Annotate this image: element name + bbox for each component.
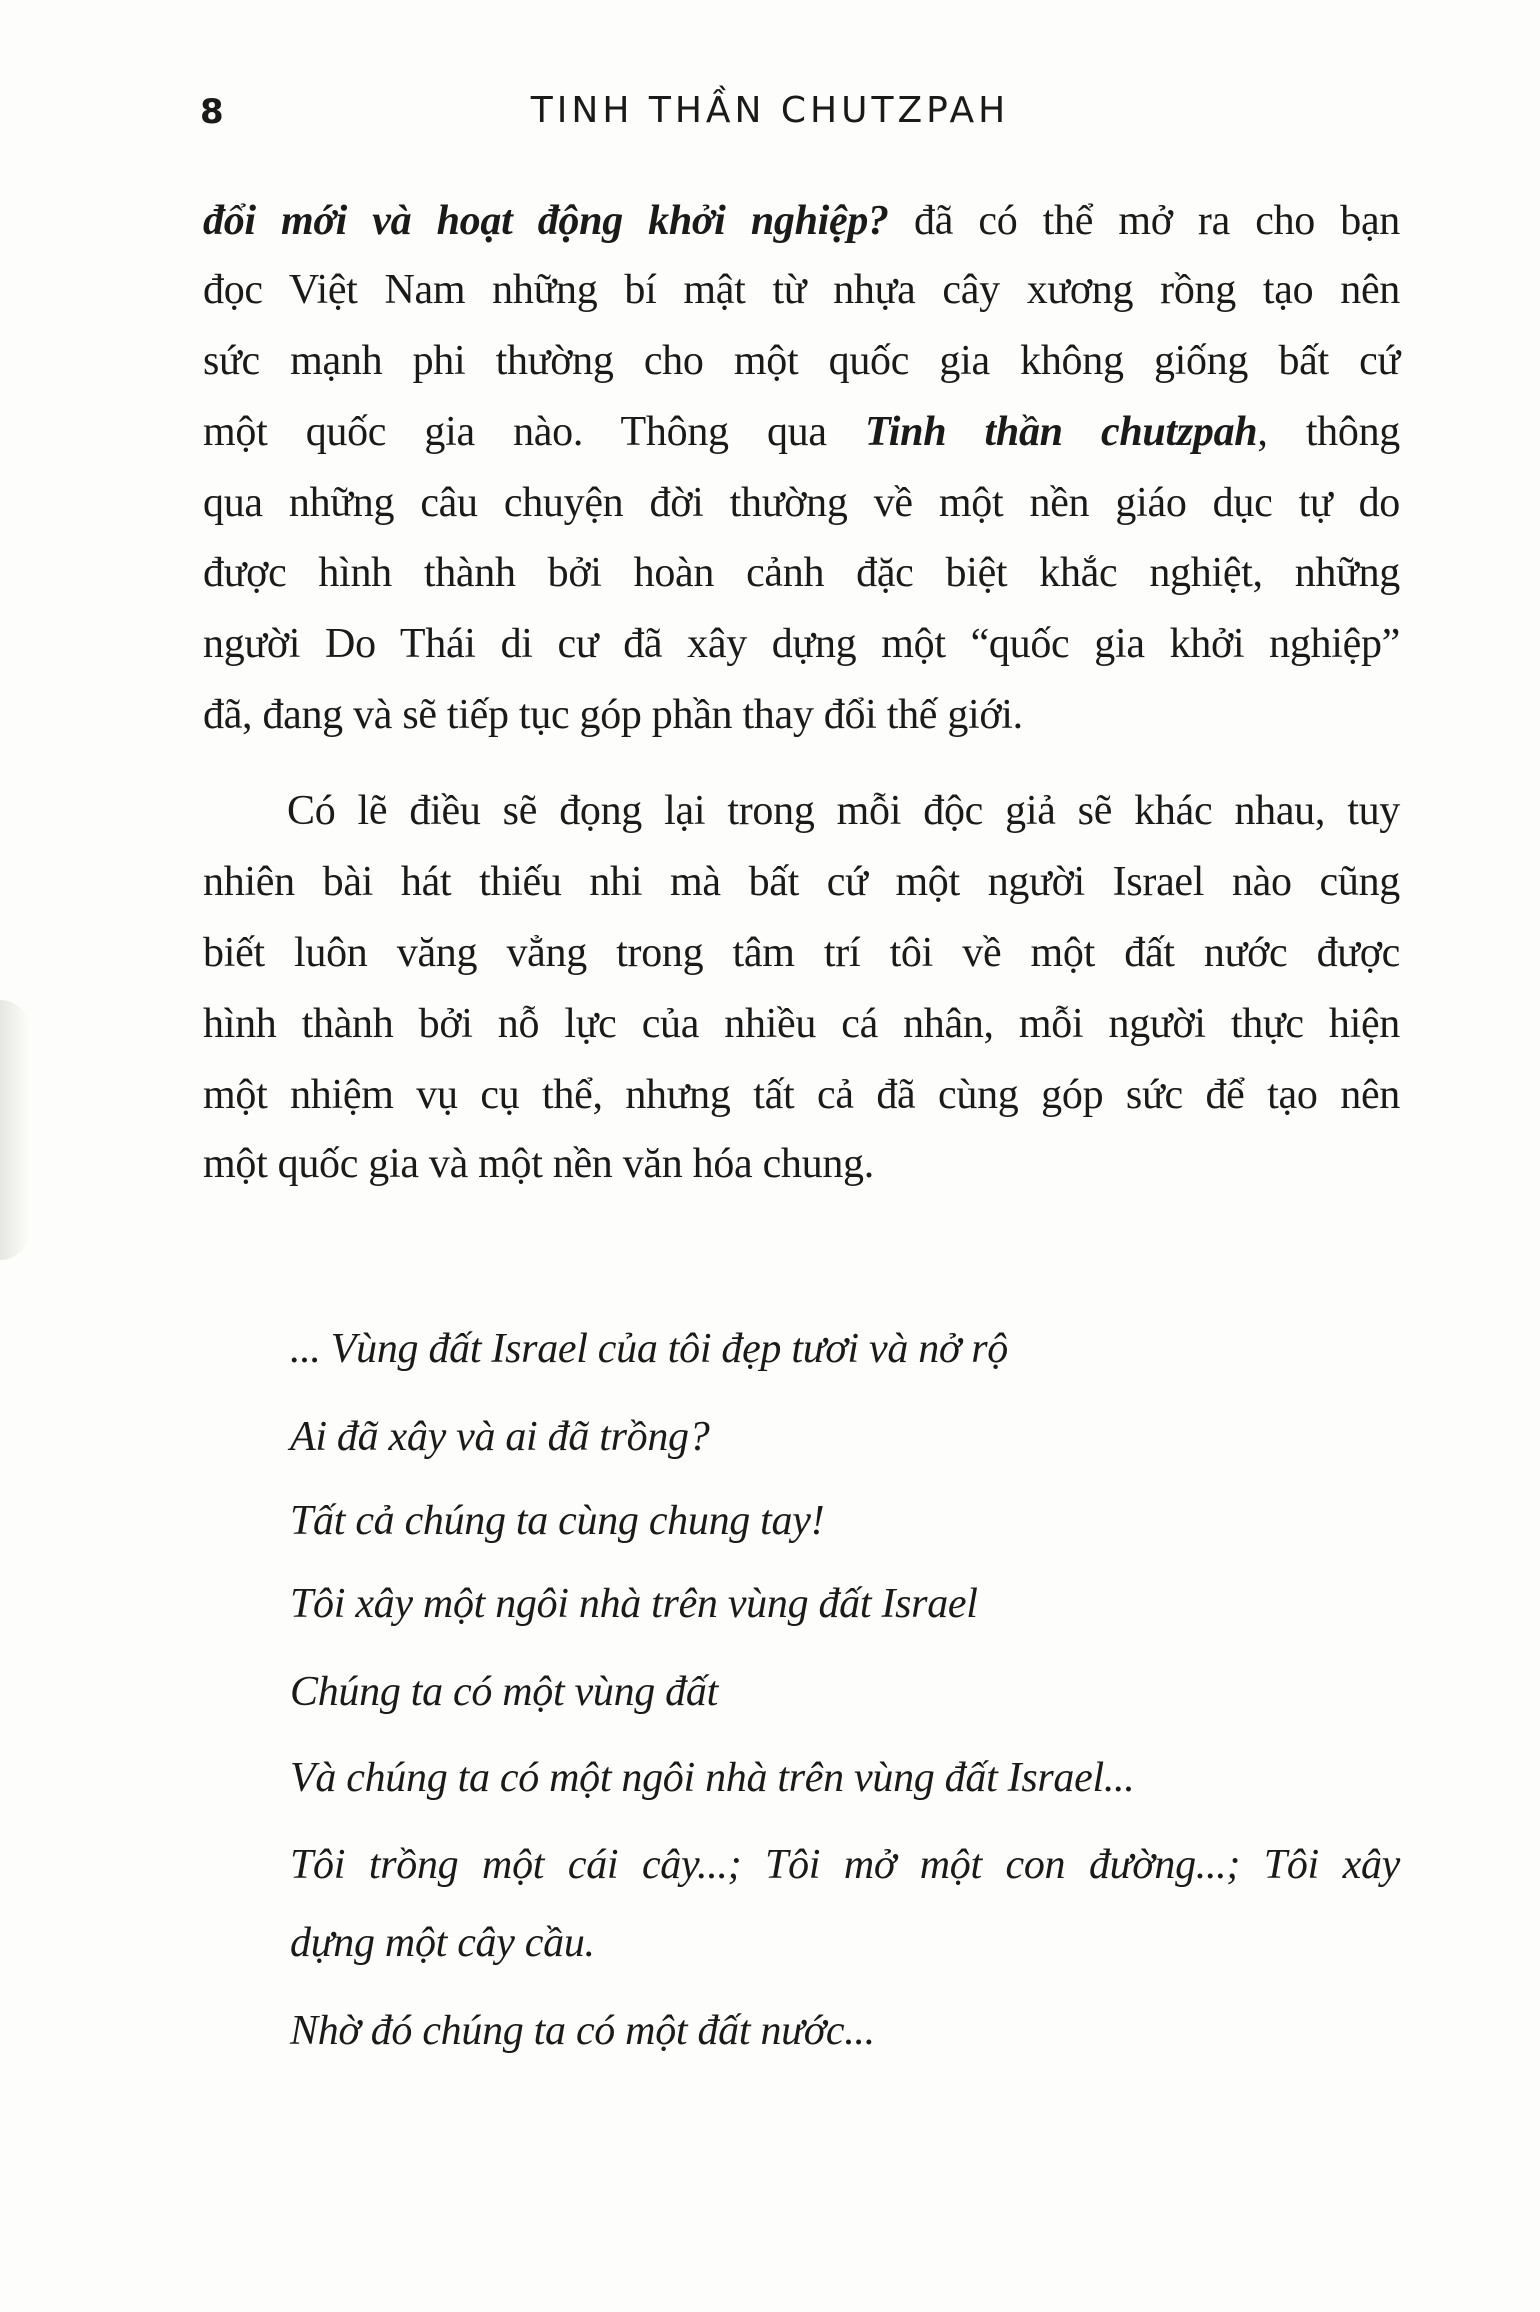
text-run: qua những câu chuyện đời thường về một nền giáo dục tự do: [203, 480, 1400, 526]
poem-line: Ai đã xây và ai đã trồng?: [290, 1414, 710, 1460]
poem-line: ... Vùng đất Israel của tôi đẹp tươi và nở rộ: [290, 1326, 1008, 1372]
paragraph-1-line: [203, 608, 1400, 680]
paragraph-2-line: [203, 917, 1400, 989]
poem-line: Và chúng ta có một ngôi nhà trên vùng đất Israel...: [290, 1755, 1135, 1801]
emphasis-text: đổi mới và hoạt động khởi nghiệp?: [203, 198, 889, 244]
paragraph-1-line: [203, 254, 1400, 326]
paragraph-1-line: [203, 537, 1400, 609]
text-run: một quốc gia nào. Thông qua: [203, 409, 865, 455]
poem-line: Tôi xây một ngôi nhà trên vùng đất Israel: [290, 1581, 978, 1627]
text-run: đã có thể mở ra cho bạn: [888, 198, 1400, 244]
paragraph-2-line: [203, 846, 1400, 918]
text-run: biết luôn văng vẳng trong tâm trí tôi về một đất nước được: [203, 930, 1400, 976]
poem-line: Tất cả chúng ta cùng chung tay!: [290, 1498, 825, 1544]
paragraph-1-line: [203, 396, 1400, 468]
paragraph-2-line: [203, 988, 1400, 1060]
text-run: một nhiệm vụ cụ thể, nhưng tất cả đã cùng góp sức để tạo nên: [203, 1072, 1400, 1118]
text-run: một quốc gia và một nền văn hóa chung.: [203, 1141, 874, 1187]
text-run: hình thành bởi nỗ lực của nhiều cá nhân, mỗi người thực hiện: [203, 1001, 1400, 1047]
paragraph-1-line: [203, 325, 1400, 397]
paragraph-2-line: [203, 1128, 1400, 1200]
text-run: người Do Thái di cư đã xây dựng một “quốc gia khởi nghiệp”: [203, 621, 1400, 667]
paragraph-1-line: [203, 679, 1400, 751]
poem-line: dựng một cây cầu.: [290, 1920, 595, 1966]
paragraph-1-line: [203, 467, 1400, 539]
text-run: đọc Việt Nam những bí mật từ nhựa cây xương rồng tạo nên: [203, 267, 1400, 313]
page-number: 8: [200, 92, 224, 132]
text-run: nhiên bài hát thiếu nhi mà bất cứ một người Israel nào cũng: [203, 859, 1400, 905]
poem-line: Nhờ đó chúng ta có một đất nước...: [290, 2008, 875, 2054]
text-run: , thông: [1257, 409, 1400, 455]
poem-line: Chúng ta có một vùng đất: [290, 1669, 718, 1715]
text-run: được hình thành bởi hoàn cảnh đặc biệt khắc nghiệt, những: [203, 550, 1400, 596]
text-run: đã, đang và sẽ tiếp tục góp phần thay đổi thế giới.: [203, 692, 1023, 738]
emphasis-text: Tinh thần chutzpah: [865, 409, 1258, 455]
text-run: sức mạnh phi thường cho một quốc gia không giống bất cứ: [203, 338, 1400, 384]
paragraph-2-line: [287, 775, 1400, 847]
paragraph-2-line: [203, 1059, 1400, 1131]
paragraph-1-line: [203, 185, 1400, 257]
text-run: Có lẽ điều sẽ đọng lại trong mỗi độc giả sẽ khác nhau, tuy: [287, 788, 1400, 834]
scan-shadow: [0, 1000, 30, 1260]
poem-line: Tôi trồng một cái cây...; Tôi mở một con đường...; Tôi xây: [290, 1842, 1400, 1888]
running-title: TINH THẦN CHUTZPAH: [530, 90, 1010, 131]
